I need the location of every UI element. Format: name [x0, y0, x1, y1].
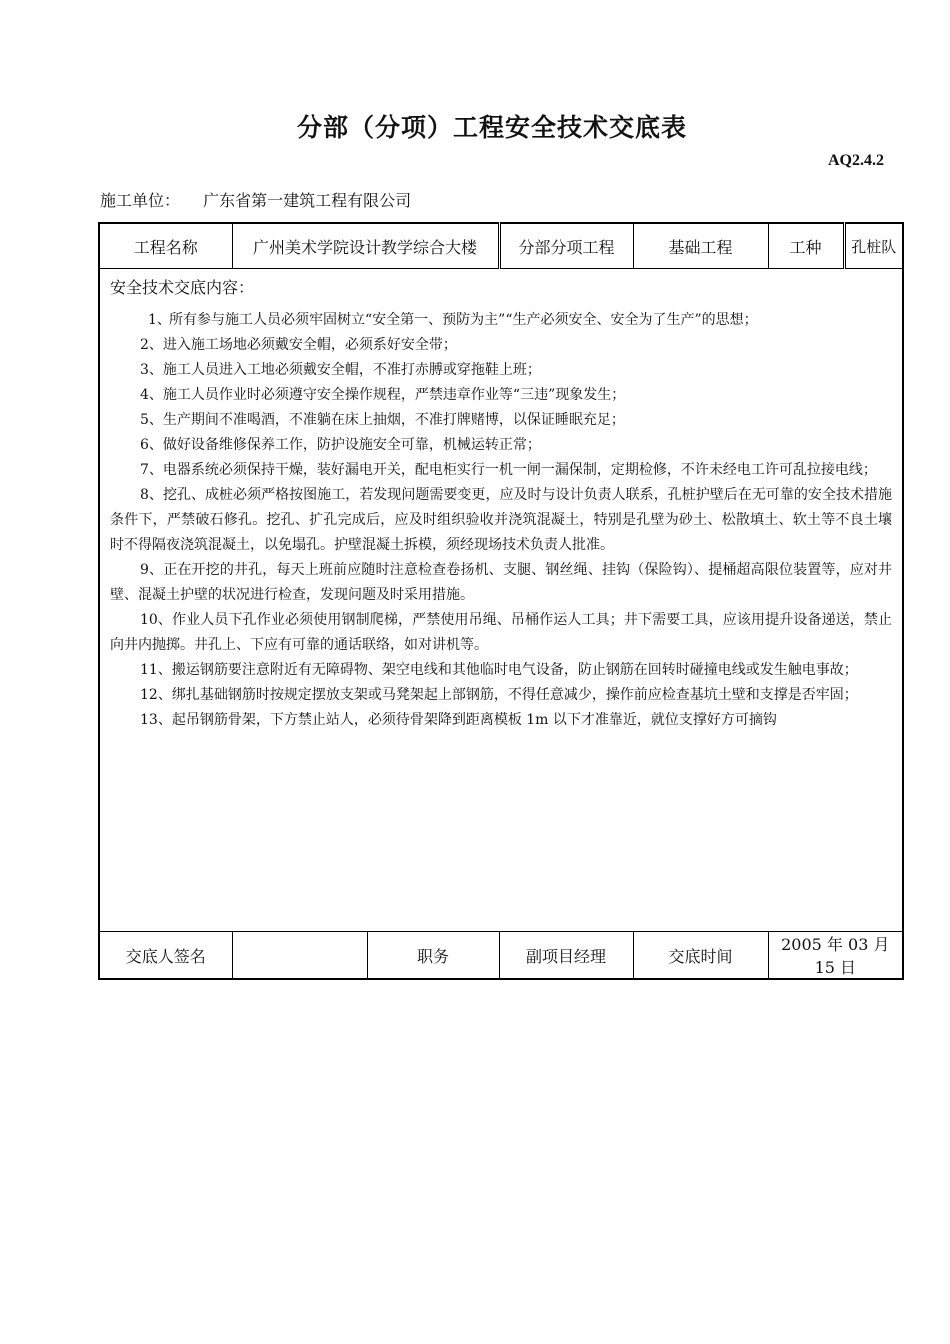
briefing-item: [110, 433, 892, 458]
project-name-value: 广州美术学院设计教学综合大楼: [232, 223, 499, 269]
construction-unit-line: [100, 188, 411, 211]
signer-label: 交底人签名: [99, 932, 232, 980]
content-row: [99, 269, 903, 932]
project-name-label: 工程名称: [99, 223, 232, 269]
document-title: 分部（分项）工程安全技术交底表: [296, 113, 687, 142]
content-cell: [99, 269, 903, 932]
briefing-item-text: 3、施工人员进入工地必须戴安全帽，不准打赤膊或穿拖鞋上班；: [140, 362, 541, 378]
signature-row: [99, 932, 903, 980]
briefing-item: [110, 558, 892, 608]
position-label: 职务: [367, 932, 499, 980]
briefing-item-text: 9、正在开挖的井孔，每天上班前应随时注意检查卷扬机、支腿、钢丝绳、挂钩（保险钩）、提桶超高限位装置等，应对井壁、混凝土护壁的状况进行检查，发现问题及时采用措施。: [110, 562, 893, 603]
briefing-item: [110, 383, 892, 408]
briefing-item-text: 所有参与施工人员必须牢固树立“安全第一、预防为主”“生产必须安全、安全为了生产”的思想；: [169, 312, 758, 328]
briefing-item-text: 2、进入施工场地必须戴安全帽，必须系好安全带；: [140, 337, 457, 353]
date-value: 2005 年 03 月 15 日: [768, 932, 903, 980]
briefing-item-number: 1、: [148, 312, 171, 328]
briefing-item: [110, 308, 892, 333]
construction-unit-value: 广东省第一建筑工程有限公司: [203, 191, 412, 210]
briefing-item: [110, 658, 892, 683]
briefing-items: [110, 308, 892, 733]
briefing-item: [110, 683, 892, 708]
date-label: 交底时间: [633, 932, 768, 980]
briefing-item-text: 13、起吊钢筋骨架，下方禁止站人，必须待骨架降到距离模板 1m 以下才准靠近，就位支撑好方可摘钩: [140, 712, 777, 728]
construction-unit-label: 施工单位：: [100, 191, 181, 210]
trade-label: 工种: [768, 223, 844, 269]
briefing-item-text: 4、施工人员作业时必须遵守安全操作规程，严禁违章作业等“三违”现象发生；: [140, 387, 626, 403]
briefing-item-text: 11、搬运钢筋要注意附近有无障碍物、架空电线和其他临时电气设备，防止钢筋在回转时碰撞电线或发生触电事故；: [140, 662, 858, 678]
briefing-item: [110, 408, 892, 433]
briefing-item-text: 12、绑扎基础钢筋时按规定摆放支架或马凳架起上部钢筋，不得任意减少，操作前应检查基坑土壁和支撑是否牢固；: [140, 687, 858, 703]
briefing-item-text: 8、挖孔、成桩必须严格按图施工，若发现问题需要变更，应及时与设计负责人联系，孔桩护壁后在无可靠的安全技术措施条件下，严禁破石修孔。挖孔、扩孔完成后，应及时组织验收并浇筑混凝土，特别是孔壁为砂土、松散填土、软土等不良土壤时不得隔夜浇筑混凝土，以免塌孔。护壁混凝土拆模，须经现场技术负责人批准。: [110, 487, 893, 553]
subproject-value: 基础工程: [633, 223, 768, 269]
briefing-item-text: 6、做好设备维修保养工作，防护设施安全可靠，机械运转正常；: [140, 437, 541, 453]
briefing-item: [110, 358, 892, 383]
briefing-item: [110, 483, 892, 558]
subproject-label: 分部分项工程: [499, 223, 633, 269]
briefing-item: [110, 608, 892, 658]
briefing-item-text: 7、电器系统必须保持干燥，装好漏电开关，配电柜实行一机一闸一漏保制，定期检修，不许未经电工许可乱拉接电线；: [140, 462, 877, 478]
briefing-item-text: 10、作业人员下孔作业必须使用钢制爬梯，严禁使用吊绳、吊桶作运人工具；井下需要工具，应该用提升设备递送，禁止向井内抛掷。井孔上、下应有可靠的通话联络，如对讲机等。: [110, 612, 893, 653]
trade-value: 孔桩队: [844, 223, 903, 269]
signer-value: [232, 932, 367, 980]
form-code: AQ2.4.2: [828, 152, 884, 169]
safety-briefing-table: [98, 222, 904, 980]
project-info-row: [99, 223, 903, 269]
briefing-item: [110, 458, 892, 483]
briefing-item-text: 5、生产期间不准喝酒，不准躺在床上抽烟，不准打牌赌博，以保证睡眠充足；: [140, 412, 625, 428]
content-heading: 安全技术交底内容：: [110, 278, 255, 297]
briefing-item: [110, 708, 892, 733]
position-value: 副项目经理: [499, 932, 633, 980]
briefing-item: [110, 333, 892, 358]
